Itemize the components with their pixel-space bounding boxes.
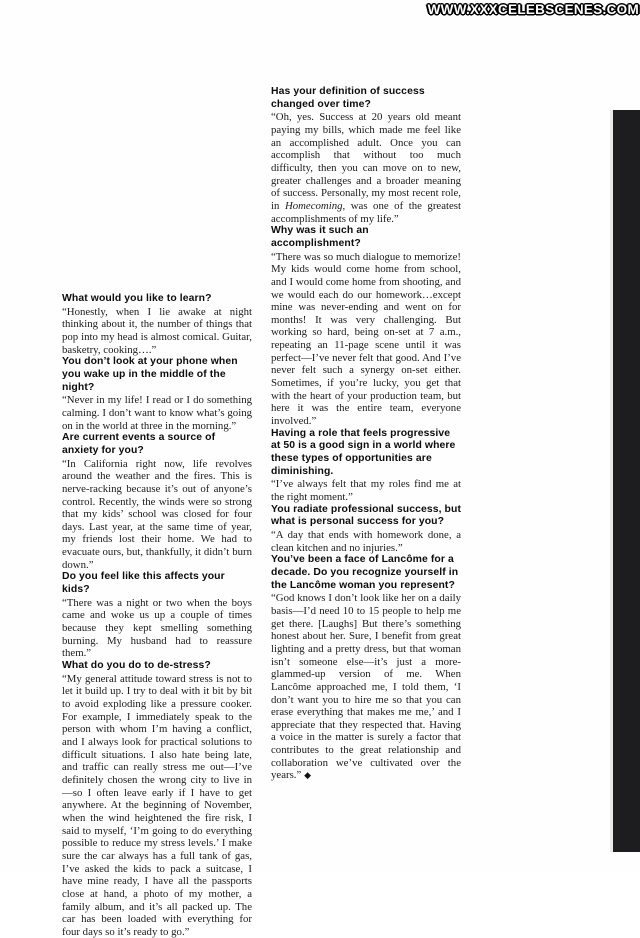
interview-question: What would you like to learn? [62,293,212,304]
interview-answer: “In California right now, life revolves around the weather and the fires. This is nerve-racking because it’s out of anyone’s control. Recently, the winds were so strong that my kids’ school was closed for four days. Last year, at the same time of year, my friends lost their home. We had to evacuate ours, but, thankfully, it didn’t burn down.” [62,457,252,571]
interview-question: Has your definition of success changed over time? [271,86,425,110]
interview-answer: “A day that ends with homework done, a clean kitchen and no injuries.” [271,528,461,554]
interview-question: You radiate professional success, but what is personal success for you? [271,503,462,528]
interview-answer: “God knows I don’t look like her on a daily basis—I’d need 10 to 15 people to help me get there. [Laughs] But there’s something honest about her. Sure, I benefit from great lighting and a pretty dress, but that woman isn’t someone else—it’s just a more-glammed-up version of me. When Lancôme approached me, I told them, ‘I don’t want you to hire me so that you can erase everything that makes me me,’ and I appreciate that they respected that. Having a voice in the matter is surely a factor that contributes to the great relationship and collaboration we’ve cultivated over the years.” ◆ [271,592,461,782]
page-binding-edge [610,110,640,852]
interview-question: What do you do to de-stress? [62,660,211,672]
interview-question: Why was it such an accomplishment? [271,225,369,249]
interview-answer: “Never in my life! I read or I do something calming. I don’t want to know what’s going on in the world at three in the morning.” [62,394,252,432]
interview-answer: “There was a night or two when the boys came and woke us up a couple of times because they kept smelling something burning. My husband had to reassure them.” [62,596,252,660]
end-of-article-diamond-icon: ◆ [301,771,312,782]
interview-answer: “There was so much dialogue to memorize! My kids would come home from school, and I would come home from shooting, and we would each do our homework…except mine was never-ending and went on for months! It was very challenging. But working so hard, being on-set at 7 a.m., repeating an 11-page scene until it was perfect—I’ve never felt that good. And I’ve never felt such a synergy on-set either. Sometimes, if you’re lucky, you get that with the heart of your production team, but here it was the entire team, everyone involved.” [271,250,461,428]
article-column-left [62,293,252,938]
interview-answer: “I’ve always felt that my roles find me at the right moment.” [271,478,461,503]
article-column-right [271,86,461,783]
watermark: WWW.XXXCELEBSCENES.COM [427,2,639,17]
interview-question: Having a role that feels progressive at 50 is a good sign in a world where these types of opportunities are diminishing. [271,427,456,477]
interview-answer: “My general attitude toward stress is not to let it build up. I try to deal with it bit by bit to avoid exploding like a pressure cooker. For example, I immediately speak to the person with whom I’m having a conflict, and I always look for practical solutions to difficult situations. I also hate being late, and traffic can really stress me out—I’ve definitely chosen the wrong city to live in—so I often leave early if I have to get anywhere. At the beginning of November, when the wind heightened the fire risk, I said to myself, ‘I’m going to do everything possible to reduce my stress levels.’ I make sure the car always has a full tank of gas, I’ve asked the kids to pack a suitcase, I have mine ready, I have all the passports close at hand, a photo of my mother, a family album, and it’s all packed up. The car has been loaded with everything for four days so it’s ready to go.” [62,672,252,938]
interview-question: You don’t look at your phone when you wake up in the middle of the night? [62,356,238,393]
interview-question: You’ve been a face of Lancôme for a decade. Do you recognize yourself in the Lancôme woman you represent? [271,554,459,591]
interview-answer: “Honestly, when I lie awake at night thinking about it, the number of things that pop into my head is almost comical. Guitar, basketry, cooking….” [62,305,252,356]
interview-question: Do you feel like this affects your kids? [62,571,225,596]
interview-answer: “Oh, yes. Success at 20 years old meant paying my bills, which made me feel like an accomplished adult. Once you can accomplish that without too much difficulty, then you can move on to new, greater challenges and a broader meaning of success. Personally, my most recent role, in Homecoming, was one of the greatest accomplishments of my life.” [271,111,461,225]
interview-question: Are current events a source of anxiety for you? [62,432,216,456]
